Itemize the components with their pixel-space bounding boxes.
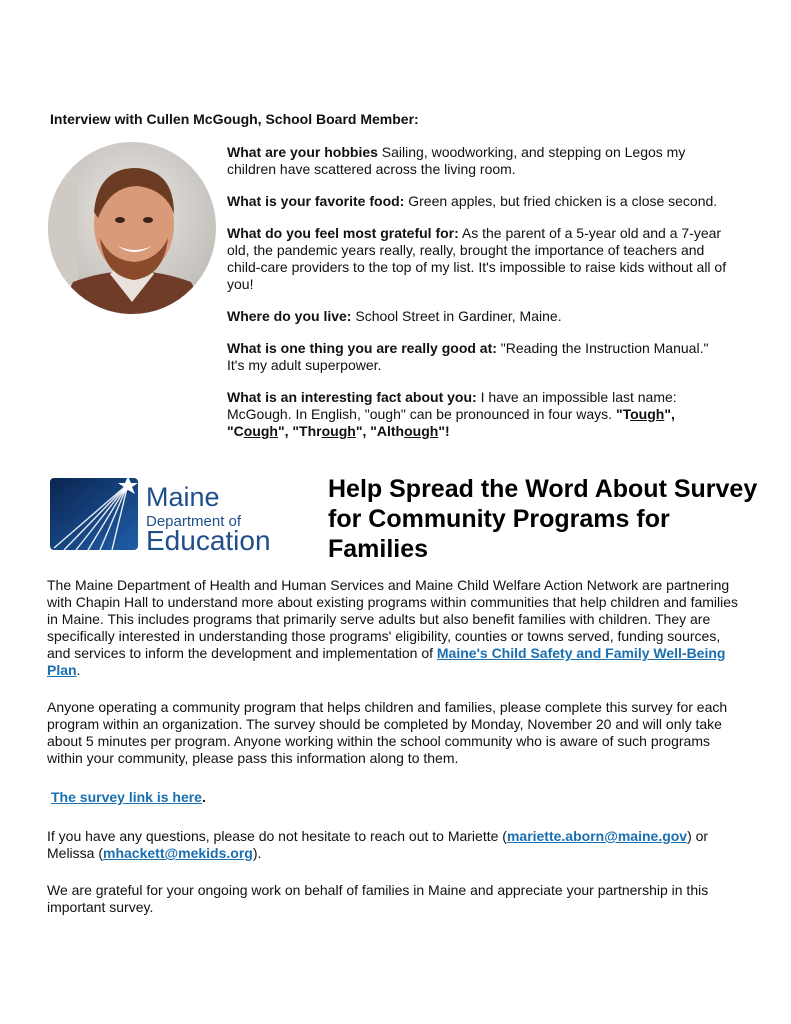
qa-item [227, 225, 727, 293]
qa-answer: Green apples, but fried chicken is a close second. [404, 193, 718, 209]
closing-paragraph: We are grateful for your ongoing work on behalf of families in Maine and appreciate your partnership in this important survey. [47, 882, 709, 915]
qa-item [227, 193, 727, 210]
qa-answer: Sailing, woodworking, and stepping on Legos my children have scattered across the living room. [227, 144, 686, 177]
qa-question: Where do you live: [227, 308, 352, 324]
contact-paragraph: If you have any questions, please do not hesitate to reach out to Mariette (mariette.aborn@maine.gov) or Melissa (mhackett@mekids.org). [47, 828, 709, 861]
portrait-photo [48, 142, 216, 314]
ough-word: "Tough", [615, 406, 675, 422]
qa-question: What is an interesting fact about you: [227, 389, 477, 405]
ough-word: "Through", [292, 423, 371, 439]
qa-question: What is one thing you are really good at: [227, 340, 497, 356]
email-link-mariette[interactable]: mariette.aborn@maine.gov [506, 828, 688, 844]
qa-item [227, 308, 727, 325]
email-link-melissa[interactable]: mhackett@mekids.org [103, 845, 253, 861]
interview-title: Interview with Cullen McGough, School Board Member: [50, 111, 419, 127]
ough-word: "Although"! [370, 423, 450, 439]
ough-word: "Cough", [227, 423, 293, 439]
logo-line2: Department of [146, 513, 242, 530]
qa-answer: "Reading the Instruction Manual." It's my adult superpower. [227, 340, 709, 373]
qa-question: What is your favorite food: [227, 193, 405, 209]
qa-answer: As the parent of a 5-year old and a 7-year old, the pandemic years really, really, brought the importance of teachers and child-care providers to the top of my list. It's impossible to raise kids without all of you! [227, 225, 727, 292]
maine-doe-logo [50, 474, 316, 554]
paragraph-2: Anyone operating a community program that helps children and families, please complete this survey for each program within an organization. The survey should be completed by Monday, November 20 and will only take about 5 minutes per program. Anyone working within the school community who is aware of such programs within your community, please pass this information along to them. [47, 699, 728, 766]
logo-line3: Education [146, 525, 271, 554]
paragraph-1: The Maine Department of Health and Human Services and Maine Child Welfare Action Network are partnering with Chapin Hall to understand more about existing programs within communities that help children and families in Maine. This includes programs that primarily serve adults but also benefit families with children. They are specifically interested in understanding those programs' eligibility, counties or towns served, funding sources, and services to inform the development and implementation of Maine's Child Safety and Family Well-Being Plan. [47, 577, 739, 678]
plan-link[interactable]: Maine's Child Safety and Family Well-Being Plan [47, 645, 726, 678]
qa-answer: School Street in Gardiner, Maine. [351, 308, 562, 324]
qa-question: What do you feel most grateful for: [227, 225, 459, 241]
qa-item-fact [227, 389, 727, 440]
qa-item [227, 340, 727, 374]
logo-line1: Maine [146, 482, 220, 512]
headline: Help Spread the Word About Survey for Community Programs for Families [328, 475, 758, 563]
survey-paragraph: The survey link is here. [51, 789, 206, 805]
qa-answer: I have an impossible last name: McGough. In English, "ough" can be pronounced in four ways. [227, 389, 677, 422]
survey-link[interactable]: The survey link is here [51, 789, 202, 805]
qa-item [227, 144, 727, 178]
qa-question: What are your hobbies [227, 144, 378, 160]
